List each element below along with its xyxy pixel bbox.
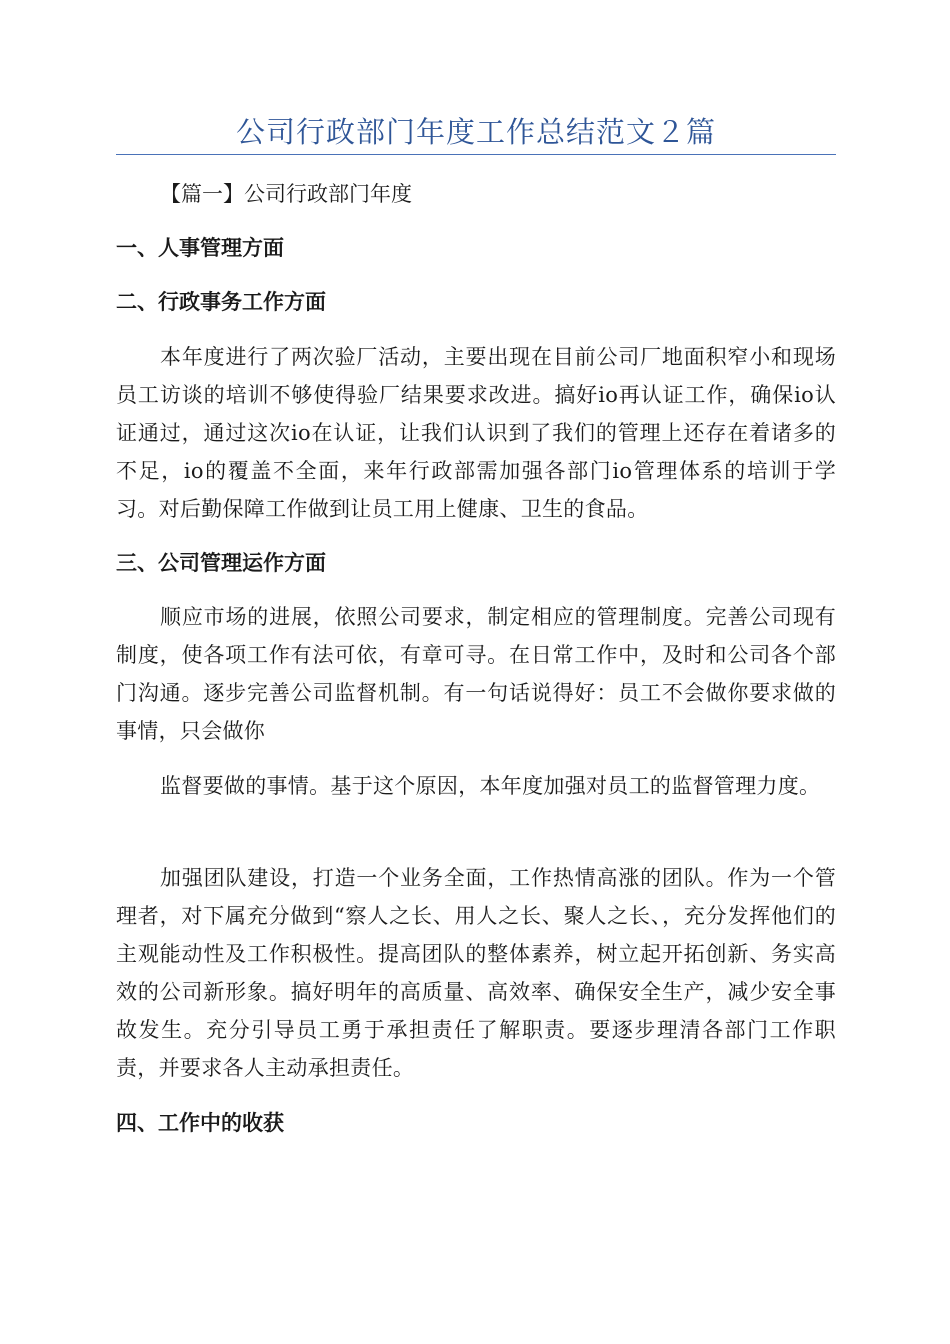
- document-subtitle: 【篇一】公司行政部门年度: [160, 182, 412, 206]
- section-heading-1: 一、人事管理方面: [116, 236, 284, 260]
- paragraph-2: 顺应市场的进展，依照公司要求，制定相应的管理制度。完善公司现有制度，使各项工作有法可依，有章可寻。在日常工作中，及时和公司各个部门沟通。逐步完善公司监督机制。有一句话说得好：员工不会做你要求做的事情，只会做你: [116, 605, 836, 743]
- section-heading-4: 四、工作中的收获: [116, 1111, 284, 1135]
- paragraph-3: 监督要做的事情。基于这个原因，本年度加强对员工的监督管理力度。: [160, 774, 821, 798]
- paragraph-4: 加强团队建设，打造一个业务全面，工作热情高涨的团队。作为一个管理者，对下属充分做到“察人之长、用人之长、聚人之长、，充分发挥他们的主观能动性及工作积极性。提高团队的整体素养，树立起开拓创新、务实高效的公司新形象。搞好明年的高质量、高效率、确保安全生产，减少安全事故发生。充分引导员工勇于承担责任了解职责。要逐步理清各部门工作职责，并要求各人主动承担责任。: [116, 866, 836, 1080]
- document-title: 公司行政部门年度工作总结范文２篇: [235, 115, 716, 149]
- title-underline: [116, 154, 836, 155]
- section-heading-3: 三、公司管理运作方面: [116, 551, 326, 575]
- paragraph-1: 本年度进行了两次验厂活动，主要出现在目前公司厂地面积窄小和现场员工访谈的培训不够使得验厂结果要求改进。搞好io再认证工作，确保io认证通过，通过这次io在认证，让我们认识到了我们的管理上还存在着诸多的不足，io的覆盖不全面，来年行政部需加强各部门io管理体系的培训于学习。对后勤保障工作做到让员工用上健康、卫生的食品。: [116, 345, 836, 521]
- section-heading-2: 二、行政事务工作方面: [116, 290, 326, 314]
